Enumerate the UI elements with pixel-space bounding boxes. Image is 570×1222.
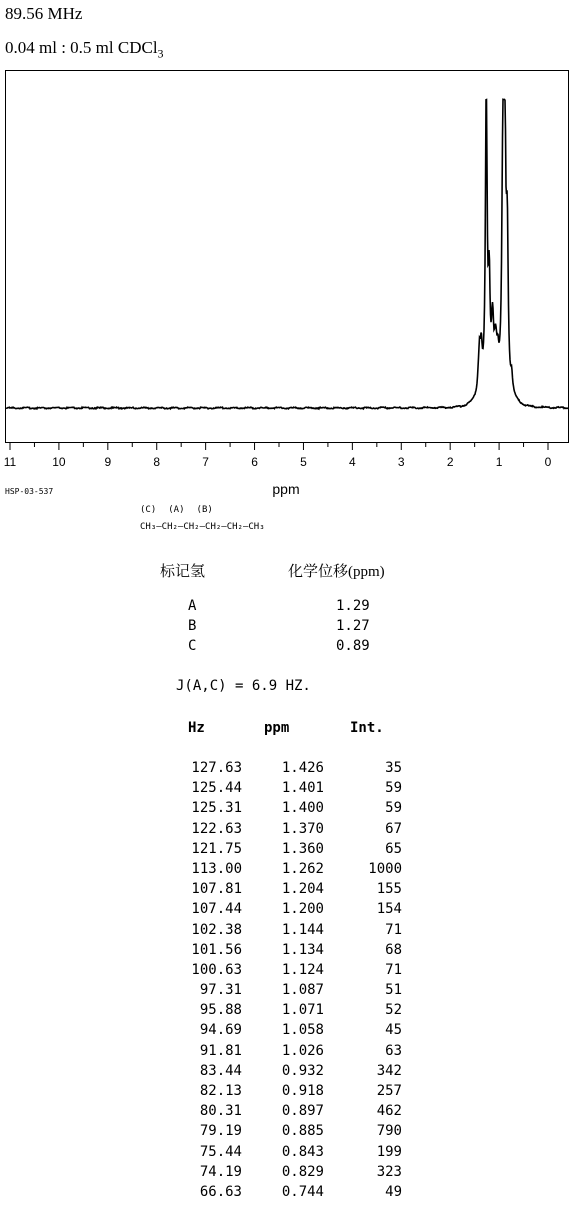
peak-ppm: 1.087 — [281, 982, 324, 999]
sample-subscript: 3 — [157, 46, 164, 61]
coupling-constant: J(A,C) = 6.9 HZ. — [176, 678, 311, 694]
peak-ppm: 1.071 — [281, 1002, 324, 1019]
assignment-row — [188, 638, 196, 654]
peak-hz: 113.00 — [191, 860, 242, 877]
peak-ppm: 1.144 — [281, 921, 324, 938]
x-tick-label: 1 — [495, 455, 503, 469]
x-axis-tick-labels — [4, 455, 552, 469]
x-tick-label: 10 — [52, 455, 66, 469]
peak-table-row — [170, 901, 410, 921]
peak-intensity: 45 — [385, 1022, 402, 1039]
peak-hz: 125.31 — [191, 800, 242, 817]
peak-ppm: 1.204 — [281, 881, 324, 898]
peak-intensity: 35 — [385, 760, 402, 776]
assignment-label: C — [188, 638, 197, 654]
peak-intensity: 52 — [385, 1002, 402, 1019]
peak-table-row — [170, 1164, 410, 1184]
peak-hz: 107.44 — [191, 901, 242, 918]
peak-table-row — [170, 861, 410, 881]
assignment-col-shift: 化学位移(ppm) — [288, 564, 385, 580]
peak-ppm: 1.400 — [281, 800, 324, 817]
peak-intensity: 71 — [385, 921, 402, 938]
plot-frame — [6, 71, 569, 443]
structure-formula: CH₃—CH₂—CH₂—CH₂—CH₂—CH₃ — [140, 522, 265, 532]
peak-intensity: 462 — [376, 1103, 402, 1120]
peak-table-row — [170, 760, 410, 780]
peak-intensity: 68 — [385, 941, 402, 958]
assignment-row — [188, 618, 196, 634]
peak-ppm: 1.426 — [281, 760, 324, 776]
structure-label-a: (A) — [168, 505, 185, 515]
spectrum-baseline — [6, 99, 568, 408]
peak-hz: 83.44 — [199, 1062, 242, 1079]
assignment-row — [188, 598, 196, 614]
assignment-col-label: 标记氢 — [160, 564, 206, 580]
structure-labels — [140, 502, 265, 519]
peak-ppm: 0.932 — [281, 1062, 324, 1079]
peak-hz: 102.38 — [191, 921, 242, 938]
assignment-shift: 0.89 — [336, 638, 370, 654]
peak-table-row — [170, 1022, 410, 1042]
peak-intensity: 257 — [376, 1083, 402, 1099]
peak-intensity: 65 — [385, 840, 402, 857]
peak-ppm: 0.829 — [281, 1163, 324, 1180]
peak-hz: 91.81 — [199, 1042, 242, 1059]
peak-ppm: 1.370 — [281, 820, 324, 837]
peak-ppm: 1.401 — [281, 780, 324, 797]
x-tick-label: 4 — [349, 455, 356, 469]
peak-table-row — [170, 1184, 410, 1204]
peak-table-row — [170, 1123, 410, 1143]
spectrum-code: HSP-03-537 — [5, 487, 54, 496]
nmr-spectrum-chart — [0, 70, 570, 500]
x-tick-label: 11 — [3, 455, 17, 469]
peak-intensity: 59 — [385, 800, 402, 817]
peak-hz: 127.63 — [191, 760, 242, 776]
peak-header-hz: Hz — [188, 720, 205, 736]
peak-hz: 66.63 — [199, 1183, 242, 1200]
peak-table-row — [170, 1002, 410, 1022]
sample-description — [5, 38, 164, 61]
peak-intensity: 63 — [385, 1042, 402, 1059]
x-tick-label: 8 — [153, 455, 161, 469]
peak-table-row — [170, 881, 410, 901]
peak-hz: 95.88 — [199, 1002, 242, 1019]
peak-ppm: 1.360 — [281, 840, 324, 857]
x-axis-ticks — [10, 442, 548, 450]
peak-intensity: 1000 — [368, 860, 402, 877]
peak-hz: 121.75 — [191, 840, 242, 857]
peak-ppm: 0.918 — [281, 1083, 324, 1099]
peak-table-row — [170, 821, 410, 841]
structure-label-b: (B) — [196, 505, 213, 515]
x-tick-label: 0 — [544, 455, 552, 469]
molecular-structure — [140, 502, 265, 536]
peak-table-row — [170, 942, 410, 962]
peak-intensity: 790 — [376, 1123, 402, 1140]
peak-hz: 97.31 — [199, 982, 242, 999]
peak-table-row — [170, 962, 410, 982]
peak-table-row — [170, 1144, 410, 1164]
peak-intensity: 67 — [385, 820, 402, 837]
peak-ppm: 1.200 — [281, 901, 324, 918]
peak-intensity: 155 — [376, 881, 402, 898]
peak-hz: 80.31 — [199, 1103, 242, 1120]
peak-ppm: 1.058 — [281, 1022, 324, 1039]
peak-table-row — [170, 1103, 410, 1123]
x-tick-label: 6 — [251, 455, 258, 469]
peak-hz: 101.56 — [191, 941, 242, 958]
peak-intensity: 342 — [376, 1062, 402, 1079]
peak-hz: 100.63 — [191, 961, 242, 978]
peak-hz: 79.19 — [199, 1123, 242, 1140]
peak-table-row — [170, 1043, 410, 1063]
peak-ppm: 1.026 — [281, 1042, 324, 1059]
peak-intensity: 154 — [376, 901, 402, 918]
assignment-label: B — [188, 618, 197, 634]
peak-table-row — [170, 922, 410, 942]
peak-intensity: 323 — [376, 1163, 402, 1180]
peak-hz: 122.63 — [191, 820, 242, 837]
sample-text: 0.04 ml : 0.5 ml CDCl — [5, 38, 158, 57]
peak-hz: 94.69 — [199, 1022, 242, 1039]
peak-intensity: 199 — [376, 1143, 402, 1160]
spectrometer-frequency: 89.56 MHz — [5, 4, 83, 23]
peak-table-row — [170, 800, 410, 820]
peak-header-ppm: ppm — [264, 720, 290, 736]
assignment-shift: 1.27 — [336, 618, 370, 634]
x-axis-label: ppm — [272, 481, 300, 497]
peak-intensity: 59 — [385, 780, 402, 797]
peak-table-row — [170, 780, 410, 800]
peak-header-int: Int. — [350, 720, 384, 736]
peak-intensity: 71 — [385, 961, 402, 978]
peak-ppm: 0.744 — [281, 1183, 324, 1200]
assignment-label: A — [188, 598, 197, 614]
peak-hz: 74.19 — [199, 1163, 242, 1180]
peak-hz: 82.13 — [199, 1083, 242, 1099]
x-tick-label: 9 — [104, 455, 112, 469]
peak-hz: 75.44 — [199, 1143, 242, 1160]
peak-intensity: 49 — [385, 1183, 402, 1200]
peak-ppm: 1.134 — [281, 941, 324, 958]
peak-ppm: 0.843 — [281, 1143, 324, 1160]
spectrum-peaks — [478, 100, 511, 408]
peak-ppm: 1.124 — [281, 961, 324, 978]
peak-hz: 125.44 — [191, 780, 242, 797]
peak-ppm: 0.897 — [281, 1103, 324, 1120]
x-tick-label: 2 — [446, 455, 454, 469]
assignment-shift: 1.29 — [336, 598, 370, 614]
peak-table-row — [170, 982, 410, 1002]
structure-label-c: (C) — [140, 505, 157, 515]
x-tick-label: 5 — [300, 455, 307, 469]
peak-table-row — [170, 1063, 410, 1083]
peak-ppm: 0.885 — [281, 1123, 324, 1140]
peak-ppm: 1.262 — [281, 860, 324, 877]
peak-table-row — [170, 1083, 410, 1103]
peak-table-rows — [170, 760, 410, 1204]
x-tick-label: 3 — [397, 455, 405, 469]
peak-table-row — [170, 841, 410, 861]
x-tick-label: 7 — [202, 455, 209, 469]
peak-hz: 107.81 — [191, 881, 242, 898]
peak-intensity: 51 — [385, 982, 402, 999]
